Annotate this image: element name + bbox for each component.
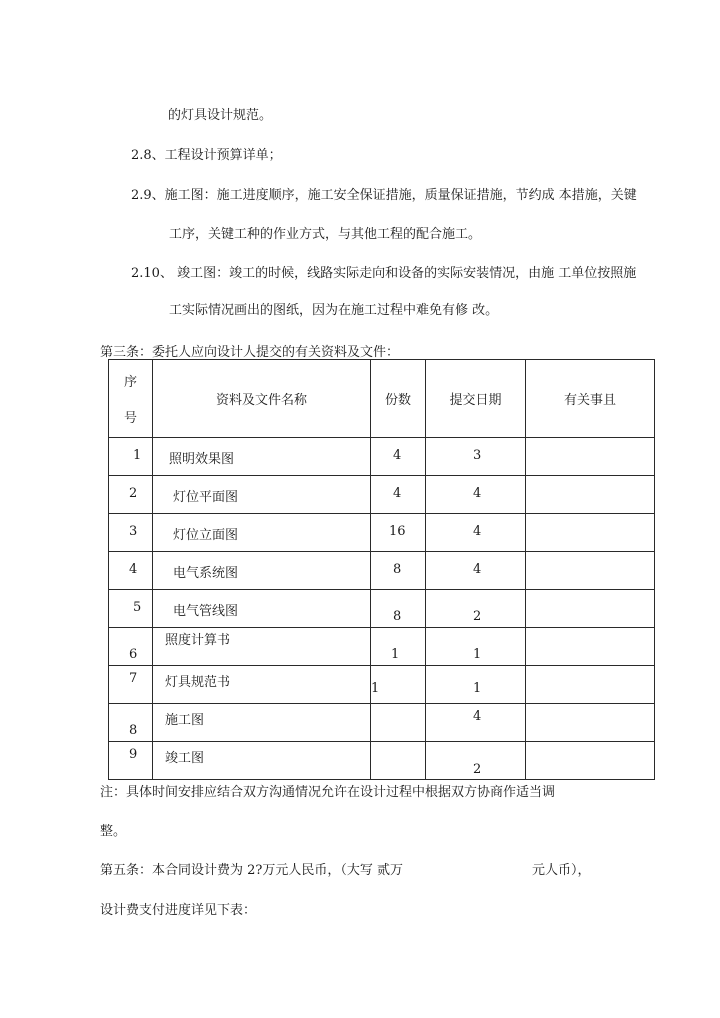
paragraph-p4: 工序，关键工种的作业方式，与其他工程的配合施工。 xyxy=(169,227,482,242)
table-row xyxy=(109,514,655,552)
table-row xyxy=(109,704,655,742)
table-row xyxy=(109,666,655,704)
table-header-row xyxy=(109,360,655,438)
name-cell: 照度计算书 xyxy=(153,628,371,666)
name-cell: 照明效果图 xyxy=(153,438,371,476)
date-cell: 3 xyxy=(426,438,526,476)
seq-cell: 8 xyxy=(109,704,153,742)
name-cell: 施工图 xyxy=(153,704,371,742)
copies-cell: 1 xyxy=(371,628,426,666)
paragraph-p2: 2.8、工程设计预算详单； xyxy=(131,148,282,163)
date-cell: 4 xyxy=(426,514,526,552)
date-cell: 2 xyxy=(426,742,526,780)
name-cell: 竣工图 xyxy=(153,742,371,780)
date-cell: 4 xyxy=(426,552,526,590)
copies-cell: 1 xyxy=(371,666,426,704)
notes-cell xyxy=(526,628,655,666)
notes-cell xyxy=(526,666,655,704)
table-row xyxy=(109,742,655,780)
header-seq-bottom: 号 xyxy=(123,411,137,426)
copies-cell xyxy=(371,704,426,742)
section-5-line-1-end: 元人币）， xyxy=(532,863,591,878)
name-cell: 电气系统图 xyxy=(153,552,371,590)
section-5-line-2: 设计费支付进度详见下表： xyxy=(100,903,257,918)
section-5-line-1: 第五条：本合同设计费为 2?万元人民币，（大写 贰万 xyxy=(100,863,404,878)
notes-cell xyxy=(526,552,655,590)
table-row xyxy=(109,438,655,476)
notes-cell xyxy=(526,704,655,742)
copies-cell: 16 xyxy=(371,514,426,552)
name-cell: 灯位立面图 xyxy=(153,514,371,552)
paragraph-p1: 的灯具设计规范。 xyxy=(168,108,273,123)
name-cell: 灯位平面图 xyxy=(153,476,371,514)
seq-cell: 7 xyxy=(109,666,153,704)
date-cell: 1 xyxy=(426,628,526,666)
seq-cell: 5 xyxy=(109,590,153,628)
copies-cell: 8 xyxy=(371,590,426,628)
header-copies: 份数 xyxy=(371,360,426,438)
table-row xyxy=(109,590,655,628)
date-cell: 4 xyxy=(426,476,526,514)
notes-cell xyxy=(526,438,655,476)
table-row xyxy=(109,628,655,666)
notes-cell xyxy=(526,742,655,780)
header-name: 资料及文件名称 xyxy=(153,360,371,438)
notes-cell xyxy=(526,514,655,552)
name-cell: 电气管线图 xyxy=(153,590,371,628)
seq-cell: 6 xyxy=(109,628,153,666)
header-notes: 有关事且 xyxy=(526,360,655,438)
seq-cell: 4 xyxy=(109,552,153,590)
table-row xyxy=(109,476,655,514)
notes-cell xyxy=(526,590,655,628)
notes-cell xyxy=(526,476,655,514)
note-line-2: 整。 xyxy=(100,824,127,839)
copies-cell: 8 xyxy=(371,552,426,590)
paragraph-p3: 2.9、施工图：施工进度顺序，施工安全保证措施，质量保证措施，节约成 本措施，关键 xyxy=(131,188,637,203)
paragraph-p6: 工实际情况画出的图纸，因为在施工过程中难免有修 改。 xyxy=(169,303,499,318)
section-3-heading: 第三条：委托人应向设计人提交的有关资料及文件： xyxy=(100,345,400,360)
copies-cell xyxy=(371,742,426,780)
header-seq-top: 序 xyxy=(123,375,137,390)
copies-cell: 4 xyxy=(371,476,426,514)
table-row xyxy=(109,552,655,590)
seq-cell: 1 xyxy=(109,438,153,476)
seq-cell: 9 xyxy=(109,742,153,780)
copies-cell: 4 xyxy=(371,438,426,476)
seq-cell: 2 xyxy=(109,476,153,514)
date-cell: 2 xyxy=(426,590,526,628)
name-cell: 灯具规范书 xyxy=(153,666,371,704)
documents-table xyxy=(108,359,655,780)
date-cell: 4 xyxy=(426,704,526,742)
paragraph-p5: 2.10、 竣工图：竣工的时候，线路实际走向和设备的实际安装情况，由施 工单位按照施 xyxy=(131,266,637,281)
note-line-1: 注：具体时间安排应结合双方沟通情况允许在设计过程中根据双方协商作适当调 xyxy=(100,785,556,800)
header-seq xyxy=(109,360,153,438)
header-date: 提交日期 xyxy=(426,360,526,438)
seq-cell: 3 xyxy=(109,514,153,552)
date-cell: 1 xyxy=(426,666,526,704)
